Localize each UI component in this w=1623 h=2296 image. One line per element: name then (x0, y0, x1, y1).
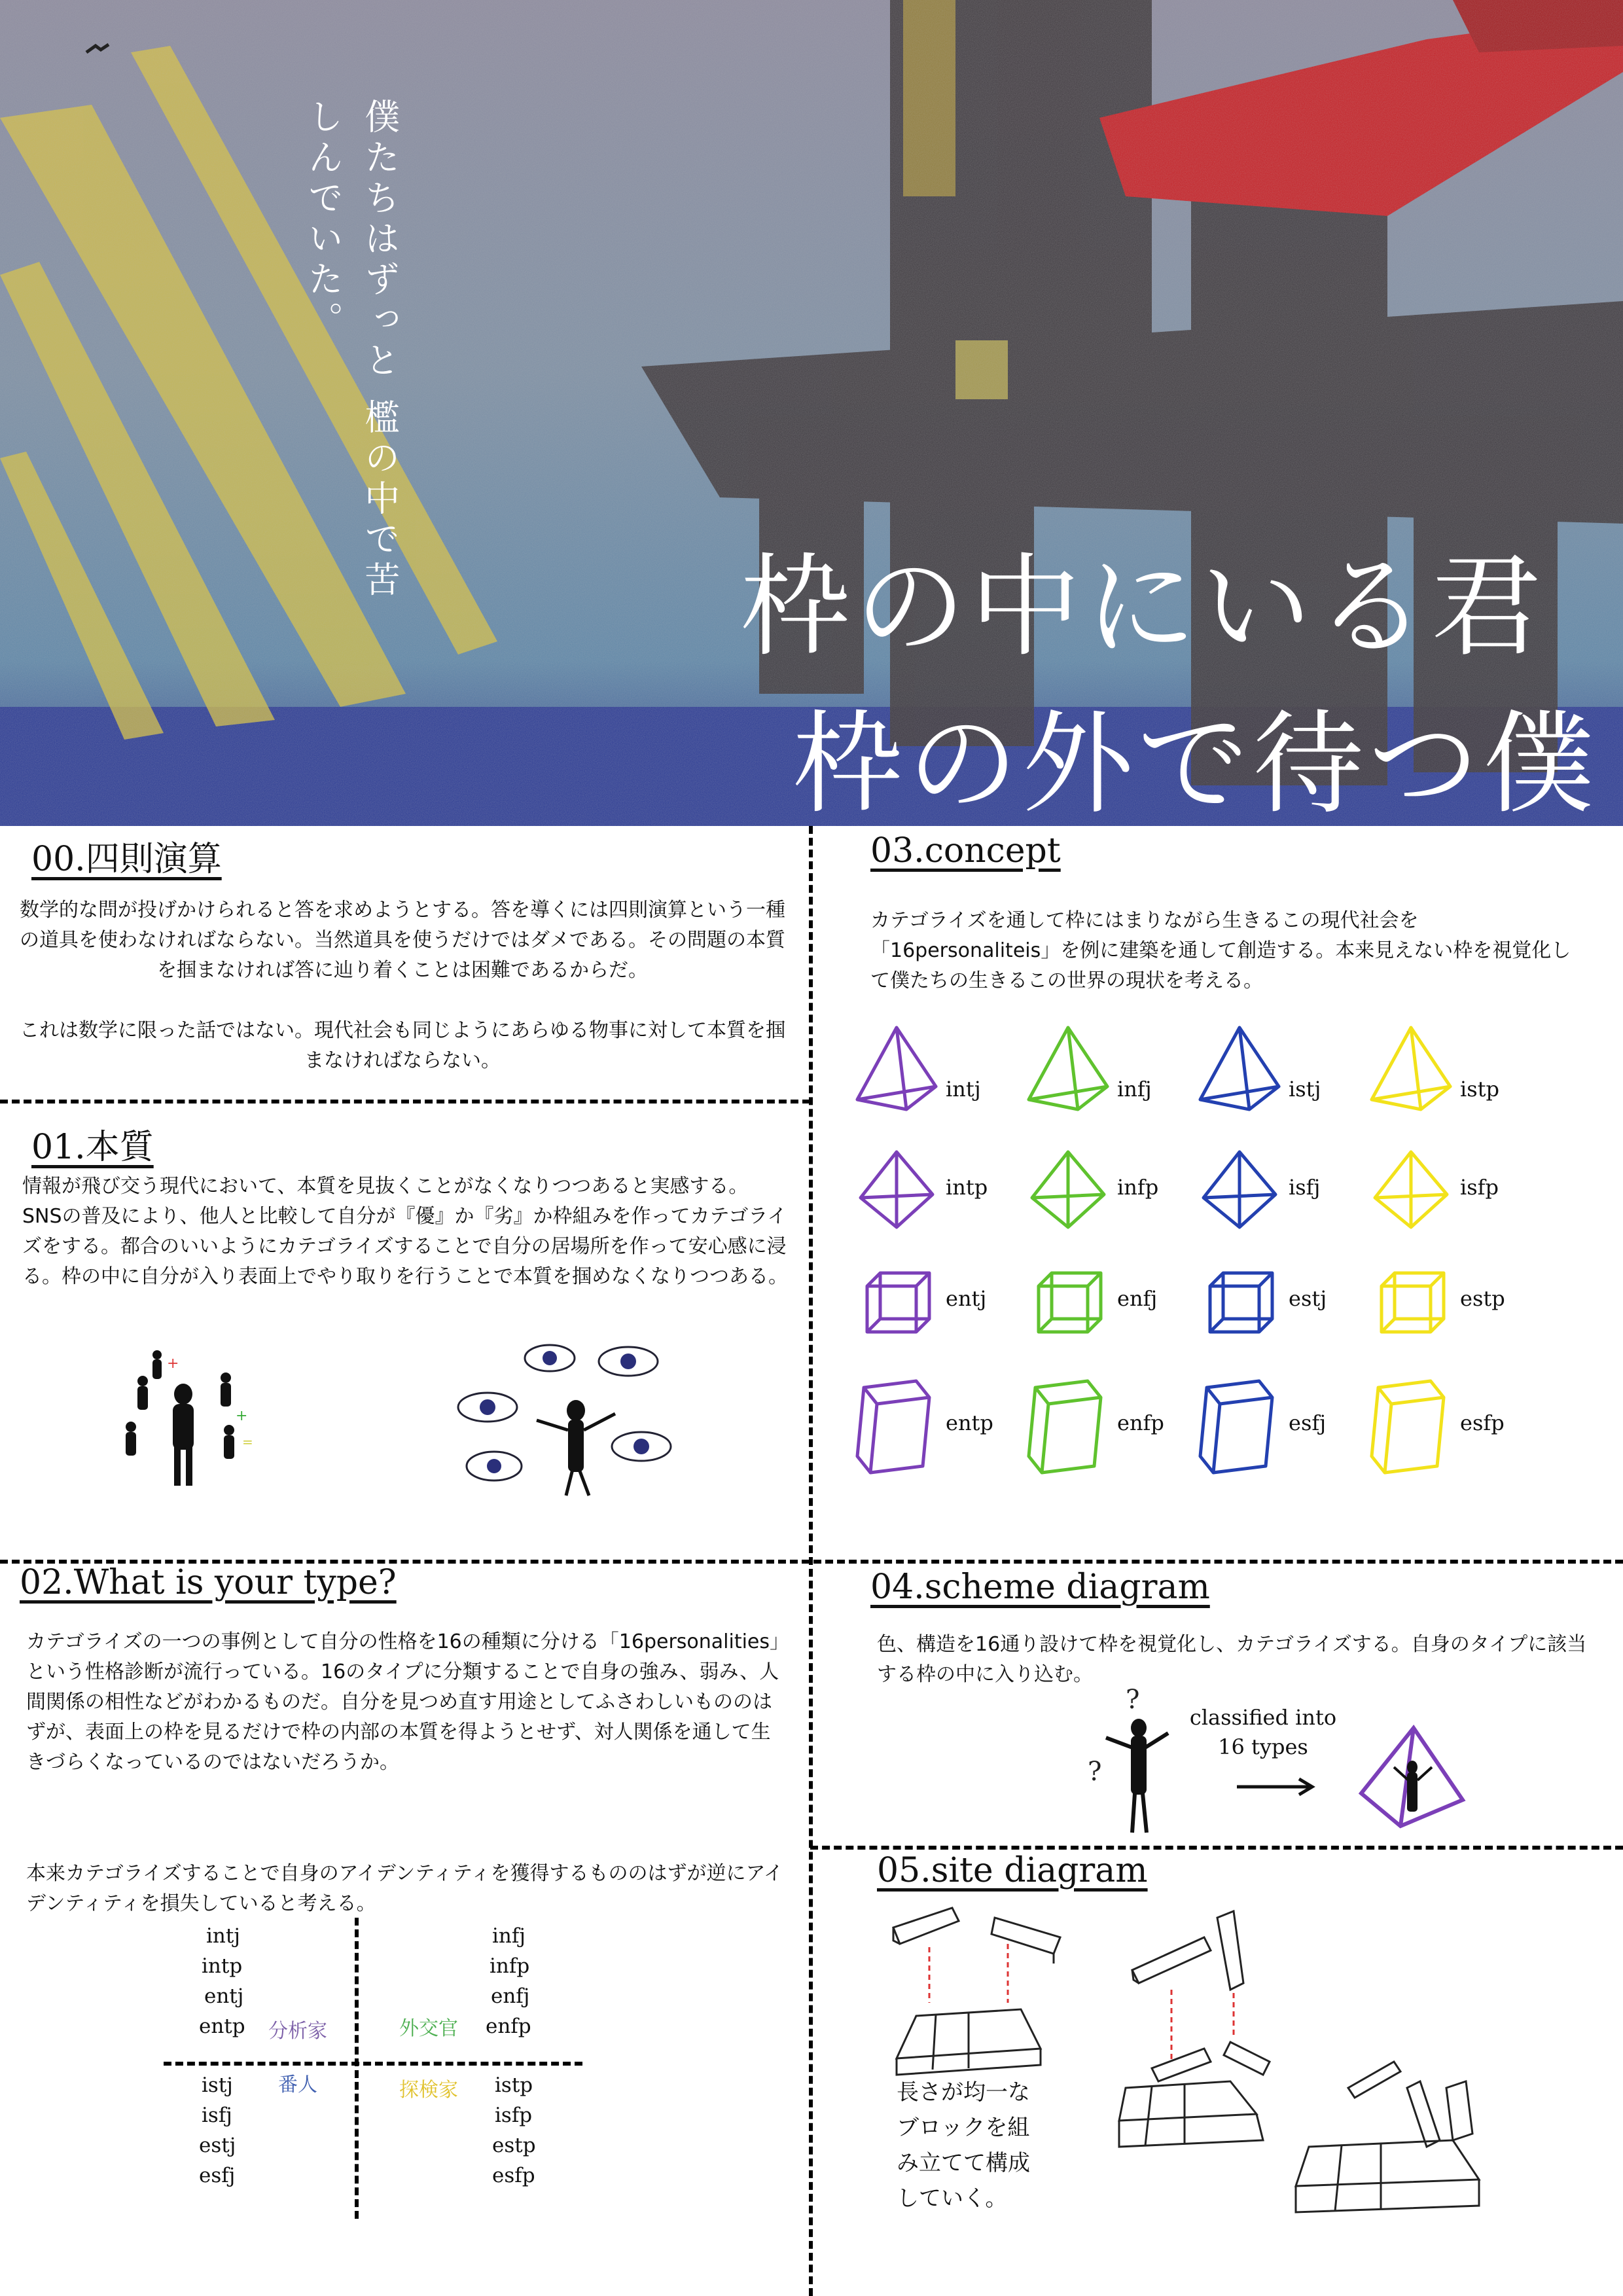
type-enfj: enfj (491, 1984, 530, 2008)
type-cell-esfj (1200, 1381, 1326, 1473)
type-cell-enfp (1029, 1381, 1164, 1473)
sixteen-types-grid (851, 1008, 1610, 1492)
site-caption-line-2: ブロックを組 (897, 2115, 1030, 2141)
type-shape-sketch (867, 1273, 929, 1332)
type-shape-sketch (1200, 1028, 1279, 1109)
type-label-esfp: esfp (1460, 1410, 1505, 1435)
hero-vertical-line-2: 檻の中で苦しんでいた。 (302, 98, 401, 602)
type-cell-enfj (1039, 1273, 1157, 1332)
type-cell-istp (1372, 1028, 1499, 1109)
section-04-heading: 04.scheme diagram (870, 1568, 1210, 1607)
type-label-esfj: esfj (1289, 1410, 1327, 1435)
site-diagram-caption (897, 2075, 1067, 2216)
quadrant-vertical-axis (355, 1918, 359, 2219)
type-intj: intj (206, 1924, 240, 1948)
type-cell-estj (1210, 1273, 1327, 1332)
type-cell-intp (861, 1152, 988, 1227)
type-cell-istj (1200, 1028, 1321, 1109)
svg-text:+: + (167, 1355, 179, 1372)
type-label-entp: entp (946, 1410, 993, 1435)
type-estj: estj (199, 2134, 236, 2157)
section-02-heading: 02.What is your type? (20, 1563, 397, 1602)
eyes-sketch (445, 1332, 681, 1509)
svg-text:?: ? (1088, 1757, 1102, 1787)
hero-vertical-line-1: 僕たちはずっと (359, 98, 401, 382)
crowd-sketch (105, 1342, 275, 1499)
svg-text:=: = (242, 1434, 253, 1450)
type-shape-sketch (1372, 1028, 1450, 1109)
section-03-paragraph: カテゴライズを通して枠にはまりながら生きるこの現代社会を「16personaliteis」を例に建築を通して創造する。本来見えない枠を視覚化して僕たちの生きるこの世界の現状を考える。 (870, 909, 1571, 992)
divider-00-01 (0, 1100, 810, 1103)
group-analysts: 分析家 (268, 2020, 327, 2043)
type-shape-sketch (1039, 1273, 1101, 1332)
section-03-heading: 03.concept (870, 831, 1061, 870)
type-shape-sketch (1200, 1381, 1272, 1473)
type-shape-sketch (857, 1028, 936, 1109)
hero-illustration (0, 0, 1623, 826)
section-05-heading: 05.site diagram (877, 1851, 1148, 1890)
right-arrow-icon (1230, 1774, 1322, 1800)
site-caption-line-4: していく。 (897, 2185, 1008, 2212)
type-label-istp: istp (1460, 1077, 1499, 1102)
type-label-isfp: isfp (1460, 1175, 1499, 1200)
type-label-estp: estp (1460, 1286, 1505, 1311)
type-isfj: isfj (202, 2104, 232, 2127)
section-04-paragraph: 色、構造を16通り設けて枠を視覚化し、カテゴライズする。自身のタイプに該当する枠の中に入り込む。 (877, 1633, 1587, 1686)
type-infp: infp (490, 1954, 530, 1978)
type-label-enfp: enfp (1117, 1410, 1164, 1435)
section-02-paragraph-2: 本来カテゴライズすることで自身のアイデンティティを獲得するもののはずが逆にアイデンティティを損失していると考える。 (26, 1862, 783, 1915)
type-shape-sketch (1372, 1381, 1444, 1473)
section-00-heading: 00.四則演算 (31, 840, 222, 879)
svg-text:+: + (236, 1408, 248, 1424)
hero-title-line-1: 枠の中にいる君 (740, 543, 1546, 672)
svg-text:?: ? (1126, 1685, 1140, 1715)
person-before-sketch (1086, 1682, 1171, 1839)
scheme-caption-line-2: 16 types (1218, 1734, 1308, 1759)
type-istj: istj (202, 2073, 233, 2097)
type-estp: estp (492, 2134, 536, 2157)
type-shape-sketch (1210, 1273, 1272, 1332)
section-01-paragraph: 情報が飛び交う現代において、本質を見抜くことがなくなりつつあると実感する。 SNSの普及により、他人と比較して自分が『優』か『劣』か枠組みを作ってカテゴライズをする。都合のいいようにカテゴライズすることで自分の居場所を作って安心感に浸る。枠の中に自分が入り表面上でやり取りを行うことで本質を掴めなくなりつつある。 (22, 1175, 788, 1288)
type-enfp: enfp (486, 2015, 531, 2038)
group-sentinels: 番人 (278, 2073, 317, 2096)
type-cell-infp (1032, 1152, 1158, 1227)
scheme-caption-line-1: classified into (1189, 1705, 1337, 1730)
type-shape-sketch (1029, 1381, 1101, 1473)
type-cell-intj (857, 1028, 981, 1109)
type-label-enfj: enfj (1117, 1286, 1158, 1311)
type-cell-entp (857, 1381, 993, 1473)
type-shape-sketch (861, 1152, 933, 1227)
type-label-istj: istj (1289, 1077, 1321, 1102)
type-shape-sketch (1029, 1028, 1107, 1109)
type-label-isfj: isfj (1289, 1175, 1321, 1200)
type-cell-isfp (1375, 1152, 1499, 1227)
site-caption-line-3: み立てて構成 (897, 2150, 1030, 2176)
type-cell-entj (867, 1273, 986, 1332)
type-cell-estp (1382, 1273, 1505, 1332)
type-infj: infj (492, 1924, 526, 1948)
divider-04-05 (810, 1846, 1623, 1850)
type-label-infp: infp (1117, 1175, 1159, 1200)
type-label-infj: infj (1117, 1077, 1152, 1102)
section-00-paragraph-2: これは数学に限った話ではない。現代社会も同じようにあらゆる物事に対して本質を掴まなければならない。 (20, 1019, 785, 1072)
type-label-intp: intp (946, 1175, 988, 1200)
person-in-pyramid-sketch (1355, 1721, 1472, 1839)
type-intp: intp (202, 1954, 243, 1978)
quadrant-horizontal-axis (164, 2062, 582, 2066)
type-shape-sketch (857, 1381, 929, 1473)
site-caption-line-1: 長さが均一な (897, 2079, 1030, 2106)
type-esfp: esfp (492, 2164, 535, 2187)
hero-title-line-2: 枠の外で待つ僕 (792, 700, 1599, 826)
type-entp: entp (199, 2015, 245, 2038)
type-shape-sketch (1375, 1152, 1447, 1227)
section-00-paragraph-1: 数学的な問が投げかけられると答を求めようとする。答を導くには四則演算という一種の道具を使わなければならない。当然道具を使うだけではダメである。その問題の本質を掴まなければ答に辿り着くことは困難であるからだ。 (20, 899, 785, 982)
section-02-paragraph-1: カテゴライズの一つの事例として自分の性格を16の種類に分ける「16personalities」という性格診断が流行っている。16のタイプに分類することで自身の強み、弱み、人間関係の相性などがわかるものだ。自分を見つめ直す用途としてふさわしいもののはずが、表面上の枠を見るだけで枠の内部の本質を得ようとせず、対人関係を通して生きづらくなっているのではないだろうか。 (26, 1630, 780, 1774)
group-diplomats: 外交官 (399, 2017, 458, 2040)
type-esfj: esfj (199, 2164, 236, 2187)
type-cell-isfj (1204, 1152, 1320, 1227)
type-label-entj: entj (946, 1286, 987, 1311)
group-explorers: 探検家 (399, 2079, 458, 2102)
section-01-heading: 01.本質 (31, 1128, 154, 1167)
type-entj: entj (204, 1984, 244, 2008)
type-shape-sketch (1032, 1152, 1104, 1227)
type-label-intj: intj (946, 1077, 981, 1102)
type-cell-infj (1029, 1028, 1152, 1109)
type-shape-sketch (1204, 1152, 1275, 1227)
type-label-estj: estj (1289, 1286, 1327, 1311)
type-isfp: isfp (495, 2104, 533, 2127)
type-shape-sketch (1382, 1273, 1444, 1332)
type-cell-esfp (1372, 1381, 1505, 1473)
type-istp: istp (495, 2073, 533, 2097)
